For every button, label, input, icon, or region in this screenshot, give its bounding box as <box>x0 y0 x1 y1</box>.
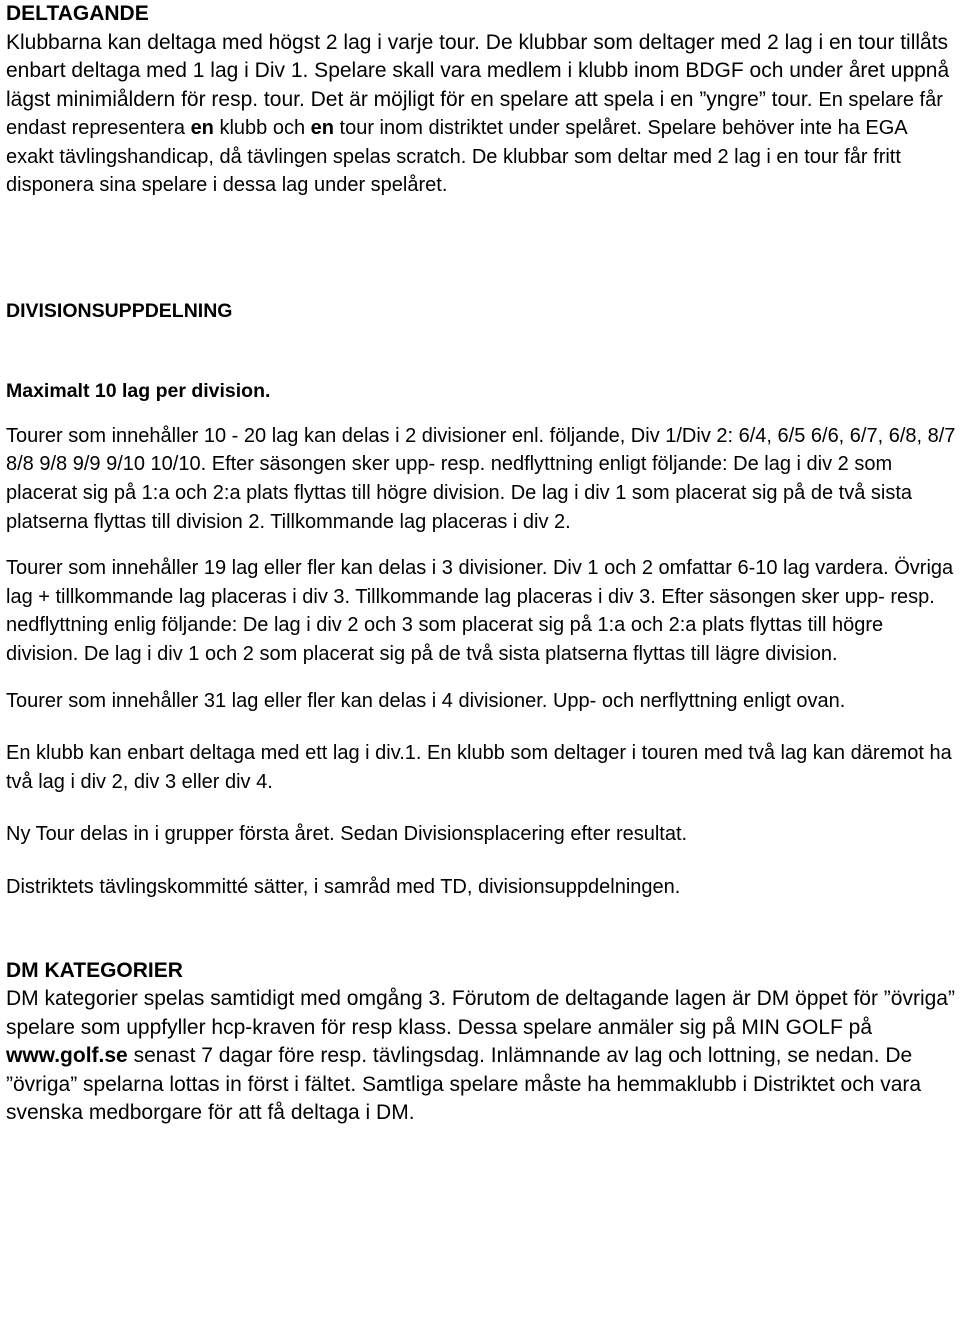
text-segment: tour inom distriktet under spelåret. Spelare behöver inte ha EGA exakt tävlingshandicap, då tävlingen spelas scratch. De klubbar som deltar med 2 lag i en tour får fritt disponera sina spelare i dessa lag under spelåret. <box>6 117 907 197</box>
paragraph-dm-kategorier <box>6 985 956 1128</box>
emphasis-text: en <box>190 117 214 140</box>
paragraph-four-divisions: Tourer som innehåller 31 lag eller fler kan delas i 4 divisioner. Upp- och nerflyttning enligt ovan. <box>6 689 846 712</box>
paragraph-two-divisions: Tourer som innehåller 10 - 20 lag kan delas i 2 divisioner enl. följande, Div 1/Div 2: 6/4, 6/5 6/6, 6/7, 6/8, 8/7 8/8 9/8 9/9 9/10 10/10. Efter säsongen sker upp- resp. nedflyttning enligt följande: De lag i div 2 som placerat sig på 1:a och 2:a plats flyttas till högre division. De lag i div 1 som placerat sig på de två sista platserna flyttas till division 2. Tillkommande lag placeras i div 2. <box>6 424 956 533</box>
document-page <box>6 0 956 1128</box>
paragraph-committee: Distriktets tävlingskommitté sätter, i samråd med TD, divisionsuppdelningen. <box>6 876 681 898</box>
paragraph-new-tour: Ny Tour delas in i grupper första året. Sedan Divisionsplacering efter resultat. <box>6 823 688 846</box>
section-dm-kategorier <box>6 957 956 1128</box>
text-segment: Klubbarna kan deltaga med högst 2 lag i varje tour. De klubbar som deltager med 2 lag i en tour tillåts enbart deltaga med 1 lag i Div 1. Spelare skall vara medlem i klubb inom BDGF och under året uppnå lägst minimiåldern för resp. tour. Det är möjligt för en spelare att spela i en ”yngre” tour. <box>6 30 950 111</box>
text-segment: klubb och <box>213 117 311 140</box>
text-segment: En spelare får endast representera <box>6 88 943 140</box>
heading-deltagande: DELTAGANDE <box>6 2 149 25</box>
paragraph-three-divisions: Tourer som innehåller 19 lag eller fler kan delas i 3 divisioner. Div 1 och 2 omfattar 6-10 lag vardera. Övriga lag + tillkommande lag placeras i div 3. Tillkommande lag placeras i div 3. Efter säsongen sker upp- resp. nedflyttning enlig följande: De lag i div 2 och 3 som placerat sig på 1:a och 2:a plats flyttas till högre division. De lag i div 1 och 2 som placerat sig på de två sista platserna flyttas till lägre division. <box>6 557 954 666</box>
paragraph-club-limit: En klubb kan enbart deltaga med ett lag i div.1. En klubb som deltager i touren med två lag kan däremot ha två lag i div 2, div 3 eller div 4. <box>6 742 952 793</box>
subheading-max-lag: Maximalt 10 lag per division. <box>6 379 271 402</box>
emphasis-text: en <box>310 117 334 140</box>
section-divisionsuppdelning <box>6 297 956 902</box>
text-segment: DM kategorier spelas samtidigt med omgång 3. Förutom de deltagande lagen är DM öppet för ”övriga” spelare som uppfyller hcp-kraven för resp klass. Dessa spelare anmäler sig på MIN GOLF på <box>6 987 955 1039</box>
website-link[interactable]: www.golf.se <box>6 1044 128 1068</box>
paragraph-deltagande <box>6 29 956 200</box>
heading-divisionsuppdelning: DIVISIONSUPPDELNING <box>6 299 233 322</box>
section-deltagande <box>6 0 956 200</box>
text-segment: senast 7 dagar före resp. tävlingsdag. Inlämnande av lag och lottning, se nedan. De ”övriga” spelarna lottas in först i fältet. Samtliga spelare måste ha hemmaklubb i Distriktet och vara svenska medborgare för att få deltaga i DM. <box>6 1044 922 1125</box>
heading-dm-kategorier: DM KATEGORIER <box>6 958 183 982</box>
